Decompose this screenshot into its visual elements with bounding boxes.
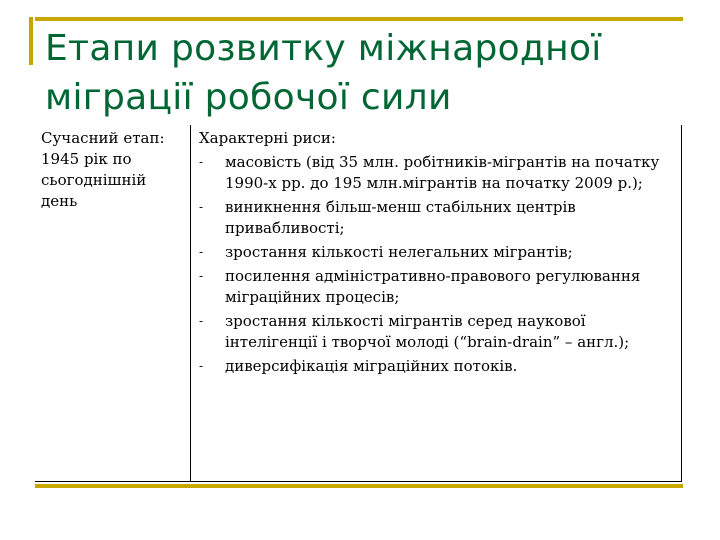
feature-text: зростання кількості мігрантів серед наукової інтелігенції і творчої молоді (“brain-drain” – англ.); [225, 312, 630, 351]
feature-text: диверсифікація міграційних потоків. [225, 357, 518, 375]
dash-bullet-icon: - [199, 314, 204, 328]
list-item [199, 311, 675, 353]
bottom-accent-rule [35, 484, 683, 488]
slide-title: Етапи розвитку міжнародної міграції робочої сили [45, 28, 602, 118]
list-item [199, 266, 675, 308]
list-item [199, 152, 675, 194]
dash-bullet-icon: - [199, 245, 204, 259]
stage-table [35, 125, 682, 482]
dash-bullet-icon: - [199, 359, 204, 373]
dash-bullet-icon: - [199, 269, 204, 283]
features-list [199, 152, 675, 377]
list-item [199, 242, 675, 263]
feature-text: посилення адміністративно-правового регулювання міграційних процесів; [225, 267, 641, 306]
feature-text: зростання кількості нелегальних мігрантів; [225, 243, 573, 261]
dash-bullet-icon: - [199, 200, 204, 214]
stage-cell [35, 125, 191, 481]
list-item [199, 356, 675, 377]
dash-bullet-icon: - [199, 155, 204, 169]
features-cell [192, 125, 681, 481]
left-accent-rule [29, 17, 33, 65]
stage-label: Сучасний етап: 1945 рік по сьогоднішній день [41, 129, 165, 210]
feature-text: масовість (від 35 млн. робітників-мігрантів на початку 1990-х рр. до 195 млн.мігрантів на початку 2009 р.); [225, 153, 660, 192]
features-heading: Характерні риси: [199, 129, 336, 147]
list-item [199, 197, 675, 239]
top-accent-rule [35, 17, 683, 21]
feature-text: виникнення більш-менш стабільних центрів привабливості; [225, 198, 576, 237]
